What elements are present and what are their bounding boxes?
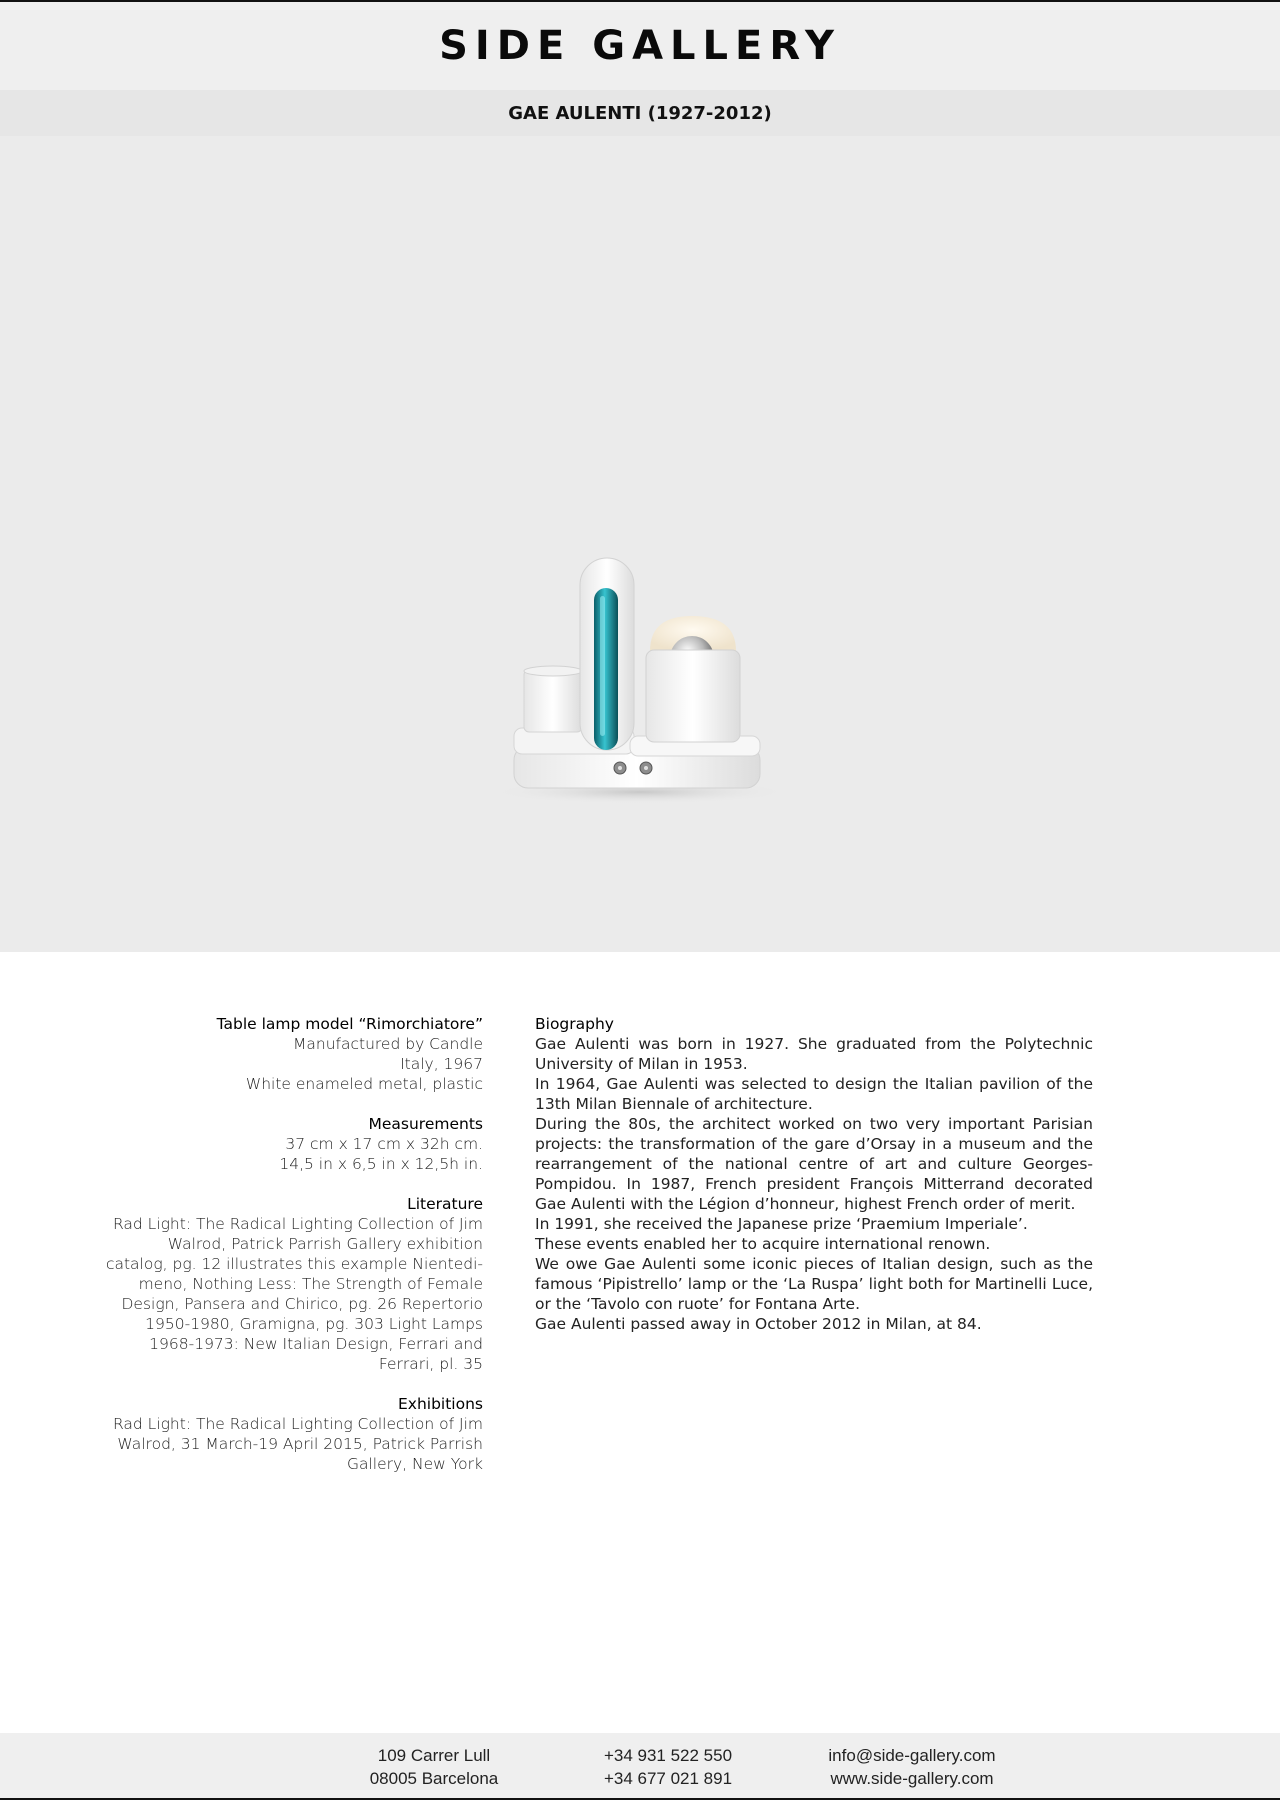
footer-address: [364, 1744, 504, 1790]
product-photo-area: [0, 136, 1280, 952]
measurements-cm: 37 cm x 17 cm x 32h cm.: [285, 1135, 483, 1153]
biography-paragraph: These events enabled her to acquire international renown.: [535, 1235, 991, 1253]
biography-paragraph: Gae Aulenti passed away in October 2012 in Milan, at 84.: [535, 1315, 982, 1333]
exhibitions-line: Gallery, New York: [346, 1455, 483, 1473]
address-city: 08005 Barcelona: [369, 1769, 499, 1788]
literature-line: meno, Nothing Less: The Strength of Female: [138, 1275, 483, 1293]
biography-heading: Biography: [535, 1015, 614, 1033]
biography-paragraph: During the 80s, the architect worked on two very important Parisian projects: the transformation of the gare d’Orsay in a museum and the rearrangement of the national centre of art and culture Georges-Pompidou. In 1987, French president François Mitterrand decorated Gae Aulenti with the Légion d’honneur, highest French order of merit.: [535, 1115, 1093, 1213]
phone-number[interactable]: +34 677 021 891: [603, 1769, 733, 1788]
literature-line: 1968-1973: New Italian Design, Ferrari and: [149, 1335, 483, 1353]
literature-heading: Literature: [407, 1195, 483, 1213]
page-header: [0, 2, 1280, 90]
table-lamp-photo: [480, 466, 800, 806]
materials: White enameled metal, plastic: [245, 1075, 483, 1093]
literature-line: catalog, pg. 12 illustrates this example Nientedi-: [105, 1255, 483, 1273]
website-link[interactable]: www.side-gallery.com: [830, 1769, 994, 1788]
literature-line: Rad Light: The Radical Lighting Collection of Jim: [112, 1215, 483, 1233]
literature-line: Walrod, Patrick Parrish Gallery exhibition: [167, 1235, 483, 1253]
biography-paragraph: In 1991, she received the Japanese prize ‘Praemium Imperiale’.: [535, 1215, 1028, 1233]
biography-paragraph: We owe Gae Aulenti some iconic pieces of Italian design, such as the famous ‘Pipistrello’ lamp or the ‘La Ruspa’ light both for Martinelli Luce, or the ‘Tavolo con ruote’ for Fontana Arte.: [535, 1255, 1093, 1313]
exhibitions-heading: Exhibitions: [397, 1395, 483, 1413]
measurements-heading: Measurements: [368, 1115, 483, 1133]
designer-name: GAE AULENTI (1927-2012): [508, 102, 772, 124]
origin-year: Italy, 1967: [400, 1055, 483, 1073]
biography-paragraph: Gae Aulenti was born in 1927. She graduated from the Polytechnic University of Milan in 1953.: [535, 1035, 1093, 1073]
measurements-in: 14,5 in x 6,5 in x 12,5h in.: [279, 1155, 483, 1173]
product-title: Table lamp model “Rimorchiatore”: [216, 1015, 483, 1033]
literature-line: Ferrari, pl. 35: [378, 1355, 483, 1373]
footer-contact: [812, 1744, 1012, 1790]
manufacturer: Manufactured by Candle: [293, 1035, 483, 1053]
footer-phones: [588, 1744, 748, 1790]
brand-logo: SIDE GALLERY: [439, 23, 841, 69]
biography-paragraph: In 1964, Gae Aulenti was selected to design the Italian pavilion of the 13th Milan Biennale of architecture.: [535, 1075, 1093, 1113]
literature-line: Design, Pansera and Chirico, pg. 26 Repertorio: [121, 1295, 483, 1313]
address-street: 109 Carrer Lull: [377, 1746, 491, 1765]
exhibitions-line: Walrod, 31 March-19 April 2015, Patrick Parrish: [117, 1435, 483, 1453]
phone-number[interactable]: +34 931 522 550: [603, 1746, 733, 1765]
email-link[interactable]: info@side-gallery.com: [828, 1746, 996, 1765]
biography-section: [535, 1014, 1093, 1334]
page-footer: [0, 1733, 1280, 1798]
designer-bar: [0, 90, 1280, 136]
product-details: [95, 1014, 483, 1474]
literature-line: 1950-1980, Gramigna, pg. 303 Light Lamps: [145, 1315, 483, 1333]
exhibitions-line: Rad Light: The Radical Lighting Collection of Jim: [112, 1415, 483, 1433]
